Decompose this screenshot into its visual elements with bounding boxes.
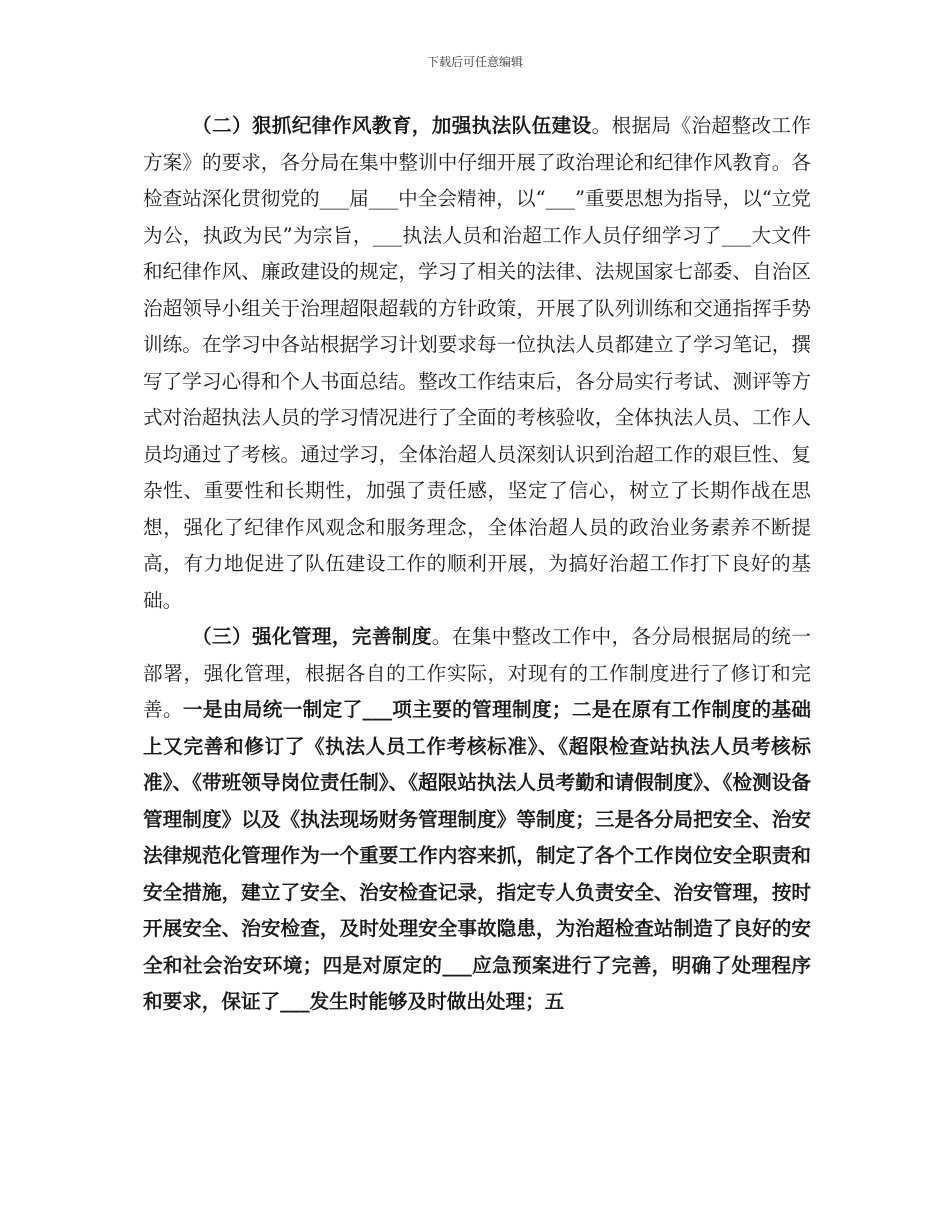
paragraph-text: 。根据局《治超整改工作方案》的要求，各分局在集中整训中仔细开展了政治理论和纪律作风教育。各检查站深化贯彻党的___届___中全会精神，以“___”重要思想为指导，以“立党为公，执政为民”为宗旨，___执法人员和治超工作人员仔细学习了___大文件和纪律作风、廉政建设的规定，学习了相关的法律、法规国家七部委、自治区治超领导小组关于治理超限超载的方针政策，开展了队列训练和交通指挥手势训练。在学习中各站根据学习计划要求每一位执法人员都建立了学习笔记，撰写了学习心得和个人书面总结。整改工作结束后，各分局实行考试、测评等方式对治超执法人员的学习情况进行了全面的考核验收，全体执法人员、工作人员均通过了考核。通过学习，全体治超人员深刻认识到治超工作的艰巨性、复杂性、重要性和长期性，加强了责任感，坚定了信心，树立了长期作战在思想，强化了纪律作风观念和服务理念，全体治超人员的政治业务素养不断提高，有力地促进了队伍建设工作的顺利开展，为搞好治超工作打下良好的基础。 <box>143 114 812 612</box>
section-heading-2: （二）狠抓纪律作风教育，加强执法队伍建设 <box>192 114 592 137</box>
page-header: 下载后可任意编辑 <box>426 55 523 69</box>
paragraph-discipline-education <box>143 108 811 619</box>
document-body <box>143 108 811 1021</box>
paragraph-text: 。在集中整改工作中，各分局根据局的统一部署，强化管理，根据各自的工作实际，对现有的工作制度进行了修订和完善。 <box>143 625 812 721</box>
paragraph-bold-text: 一是由局统一制定了___项主要的管理制度；二是在原有工作制度的基础上又完善和修订了《执法人员工作考核标准》、《超限检查站执法人员考核标准》、《带班领导岗位责任制》、《超限站执法人员考勤和请假制度》、《检测设备管理制度》以及《执法现场财务管理制度》等制度；三是各分局把安全、治安法律规范化管理作为一个重要工作内容来抓，制定了各个工作岗位安全职责和安全措施，建立了安全、治安检查记录，指定专人负责安全、治安管理，按时开展安全、治安检查，及时处理安全事故隐患，为治超检查站制造了良好的安全和社会治安环境；四是对原定的___应急预案进行了完善，明确了处理程序和要求，保证了___发生时能够及时做出处理；五 <box>143 698 812 1013</box>
paragraph-management-system <box>143 619 811 1021</box>
section-heading-3: （三）强化管理，完善制度 <box>192 625 432 648</box>
